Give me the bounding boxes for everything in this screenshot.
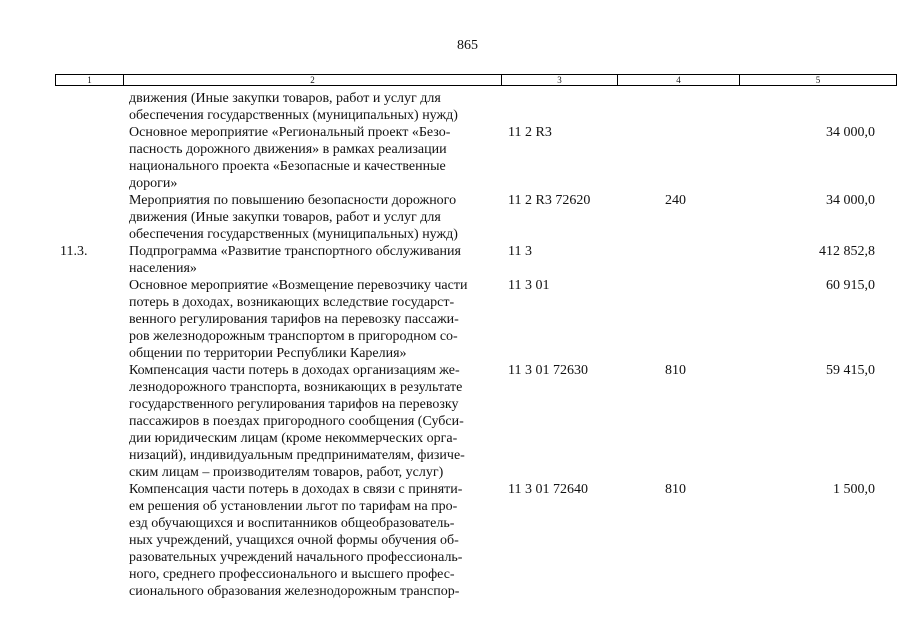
description-line: Основное мероприятие «Региональный проект «Безо-	[129, 125, 451, 140]
table-row	[0, 192, 905, 243]
description-line: Мероприятия по повышению безопасности дорожного	[129, 193, 457, 208]
description-line: разовательных учреждений начального профессиональ-	[129, 550, 463, 565]
table-row	[0, 243, 905, 277]
description-line: ров железнодорожным транспортом в пригородном со-	[129, 329, 458, 344]
row-amount: 34 000,0	[826, 125, 875, 140]
row-amount: 59 415,0	[826, 363, 875, 378]
description-line: ного, среднего профессионального и высшего профес-	[129, 567, 455, 582]
description-line: обеспечения государственных (муниципальных) нужд)	[129, 227, 458, 242]
description-line: движения (Иные закупки товаров, работ и услуг для	[129, 210, 441, 225]
description-line: пасность дорожного движения» в рамках реализации	[129, 142, 447, 157]
row-code: 11 3 01 72630	[508, 363, 588, 378]
row-expense-type: 810	[665, 482, 686, 497]
row-amount: 1 500,0	[833, 482, 875, 497]
row-amount: 60 915,0	[826, 278, 875, 293]
description-line: Подпрограмма «Развитие транспортного обслуживания	[129, 244, 461, 259]
row-description	[129, 192, 501, 243]
row-code: 11 3 01 72640	[508, 482, 588, 497]
header-col-3: 3	[502, 75, 618, 86]
description-line: ных учреждений, учащихся очной формы обучения об-	[129, 533, 459, 548]
description-line: Компенсация части потерь в доходах в связи с приняти-	[129, 482, 463, 497]
row-number: 11.3.	[60, 244, 88, 259]
description-line: ем решения об установлении льгот по тарифам на про-	[129, 499, 458, 514]
row-amount: 412 852,8	[819, 244, 875, 259]
description-line: национального проекта «Безопасные и качественные	[129, 159, 446, 174]
header-col-5: 5	[740, 75, 897, 86]
description-line: сионального образования железнодорожным транспор-	[129, 584, 460, 599]
row-description	[129, 362, 501, 481]
header-col-2: 2	[124, 75, 502, 86]
row-amount: 34 000,0	[826, 193, 875, 208]
table-row	[0, 124, 905, 192]
table-row	[0, 90, 905, 124]
description-line: езд обучающихся и воспитанников общеобразователь-	[129, 516, 455, 531]
row-code: 11 3 01	[508, 278, 550, 293]
description-line: населения»	[129, 261, 197, 276]
description-line: потерь в доходах, возникающих вследствие государст-	[129, 295, 455, 310]
budget-table-body	[0, 90, 905, 600]
row-description	[129, 90, 501, 124]
row-code: 11 2 R3	[508, 125, 552, 140]
description-line: дии юридическим лицам (кроме некоммерческих орга-	[129, 431, 458, 446]
description-line: движения (Иные закупки товаров, работ и услуг для	[129, 91, 441, 106]
description-line: пассажиров в поездах пригородного сообщения (Субси-	[129, 414, 464, 429]
description-line: ским лицам – производителям товаров, работ, услуг)	[129, 465, 444, 480]
description-line: лезнодорожного транспорта, возникающих в результате	[129, 380, 463, 395]
description-line: государственного регулирования тарифов на перевозку	[129, 397, 459, 412]
description-line: венного регулирования тарифов на перевозку пассажи-	[129, 312, 459, 327]
row-expense-type: 240	[665, 193, 686, 208]
row-expense-type: 810	[665, 363, 686, 378]
row-description	[129, 124, 501, 192]
header-col-4: 4	[618, 75, 740, 86]
description-line: обеспечения государственных (муниципальных) нужд)	[129, 108, 458, 123]
header-col-1: 1	[56, 75, 124, 86]
description-line: общении по территории Республики Карелия»	[129, 346, 407, 361]
table-row	[0, 362, 905, 481]
description-line: дороги»	[129, 176, 178, 191]
description-line: Компенсация части потерь в доходах организациям же-	[129, 363, 460, 378]
row-code: 11 2 R3 72620	[508, 193, 591, 208]
page-number: 865	[457, 38, 478, 53]
column-header-row	[55, 74, 897, 86]
row-description	[129, 277, 501, 362]
description-line: Основное мероприятие «Возмещение перевозчику части	[129, 278, 468, 293]
row-description	[129, 481, 501, 600]
table-row	[0, 481, 905, 600]
description-line: низаций), индивидуальным предпринимателям, физиче-	[129, 448, 465, 463]
row-code: 11 3	[508, 244, 532, 259]
table-row	[0, 277, 905, 362]
row-description	[129, 243, 501, 277]
